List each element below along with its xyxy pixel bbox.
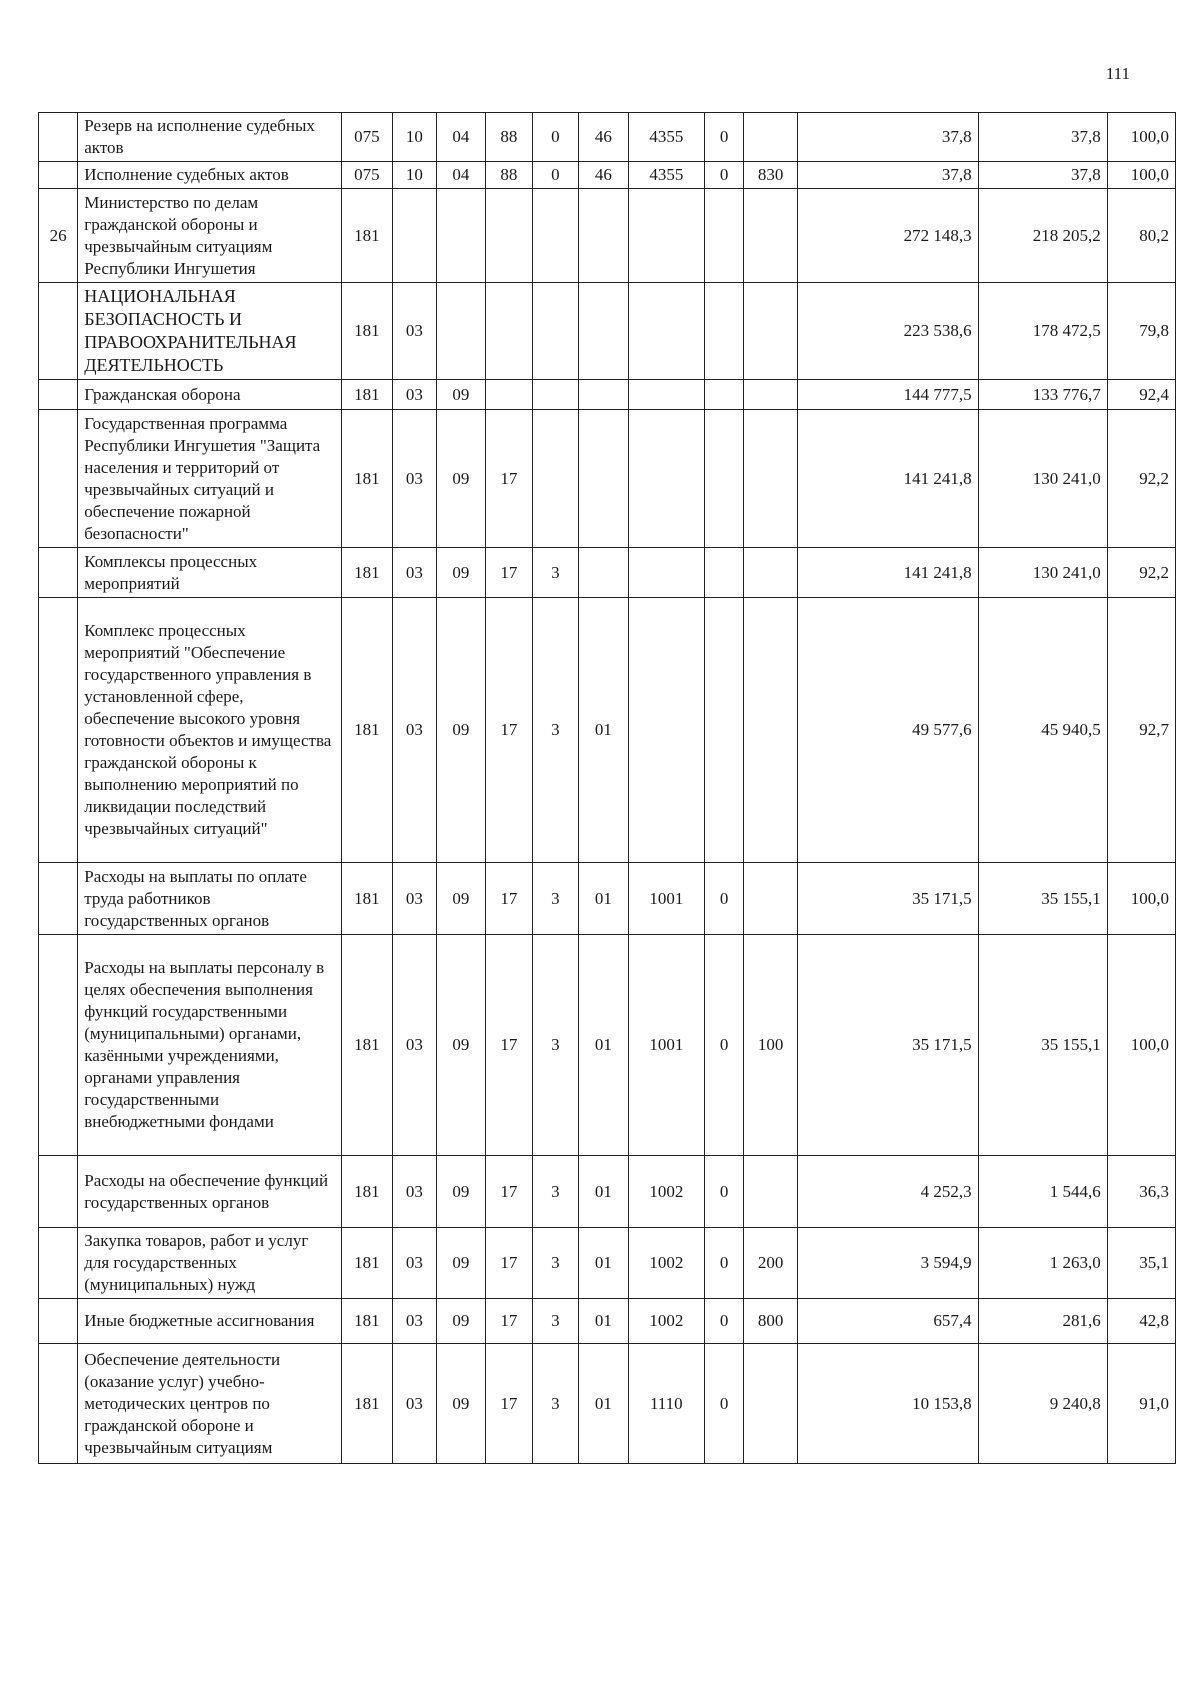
table-row — [39, 935, 1176, 1156]
execution-percent-cell: 92,4 — [1107, 380, 1175, 410]
item-name-cell: Расходы на выплаты по оплате труда работников государственных органов — [78, 863, 341, 935]
subdirection-code-cell — [705, 548, 744, 598]
subprogram-code-cell: 3 — [532, 1228, 578, 1299]
row-number-cell — [39, 1228, 78, 1299]
subdirection-code-cell — [705, 410, 744, 548]
subsection-code-cell — [436, 189, 486, 283]
planned-amount-cell: 49 577,6 — [797, 598, 978, 863]
program-code-cell — [486, 283, 532, 380]
subprogram-code-cell: 3 — [532, 935, 578, 1156]
program-code-cell: 17 — [486, 548, 532, 598]
planned-amount-cell: 144 777,5 — [797, 380, 978, 410]
execution-percent-cell: 92,7 — [1107, 598, 1175, 863]
subprogram-code-cell: 3 — [532, 548, 578, 598]
administrator-code-cell: 181 — [341, 1156, 393, 1228]
section-code-cell — [393, 189, 436, 283]
item-name-cell: Исполнение судебных актов — [78, 162, 341, 189]
item-name-cell: Государственная программа Республики Ингушетия "Защита населения и территорий от чрезвычайных ситуаций и обеспечение пожарной безопасности" — [78, 410, 341, 548]
execution-percent-cell: 100,0 — [1107, 863, 1175, 935]
row-number-cell — [39, 162, 78, 189]
expense-type-code-cell: 800 — [744, 1299, 798, 1344]
administrator-code-cell: 181 — [341, 410, 393, 548]
section-code-cell: 03 — [393, 283, 436, 380]
subprogram-code-cell: 3 — [532, 1344, 578, 1464]
direction-code-cell: 1001 — [628, 863, 704, 935]
row-number-cell — [39, 935, 78, 1156]
direction-code-cell: 1002 — [628, 1299, 704, 1344]
direction-code-cell — [628, 548, 704, 598]
program-code-cell: 17 — [486, 863, 532, 935]
row-number-cell — [39, 113, 78, 162]
planned-amount-cell: 223 538,6 — [797, 283, 978, 380]
expense-type-code-cell — [744, 410, 798, 548]
subdirection-code-cell: 0 — [705, 935, 744, 1156]
subdirection-code-cell — [705, 380, 744, 410]
subsection-code-cell: 09 — [436, 410, 486, 548]
subdirection-code-cell: 0 — [705, 162, 744, 189]
section-code-cell: 03 — [393, 380, 436, 410]
row-number-cell — [39, 283, 78, 380]
planned-amount-cell: 141 241,8 — [797, 410, 978, 548]
executed-amount-cell: 130 241,0 — [978, 548, 1107, 598]
subdirection-code-cell — [705, 189, 744, 283]
executed-amount-cell: 37,8 — [978, 113, 1107, 162]
subsection-code-cell — [436, 283, 486, 380]
subsection-code-cell: 09 — [436, 1156, 486, 1228]
administrator-code-cell: 075 — [341, 162, 393, 189]
expense-type-code-cell — [744, 380, 798, 410]
administrator-code-cell: 181 — [341, 863, 393, 935]
section-code-cell: 03 — [393, 598, 436, 863]
administrator-code-cell: 181 — [341, 283, 393, 380]
item-name-cell: Закупка товаров, работ и услуг для государственных (муниципальных) нужд — [78, 1228, 341, 1299]
subdirection-code-cell — [705, 598, 744, 863]
complex-code-cell — [579, 410, 629, 548]
item-name-cell: Министерство по делам гражданской обороны и чрезвычайным ситуациям Республики Ингушетия — [78, 189, 341, 283]
planned-amount-cell: 10 153,8 — [797, 1344, 978, 1464]
administrator-code-cell: 075 — [341, 113, 393, 162]
section-code-cell: 03 — [393, 1228, 436, 1299]
complex-code-cell — [579, 283, 629, 380]
table-row — [39, 162, 1176, 189]
table-row — [39, 113, 1176, 162]
complex-code-cell: 01 — [579, 935, 629, 1156]
executed-amount-cell: 218 205,2 — [978, 189, 1107, 283]
execution-percent-cell: 91,0 — [1107, 1344, 1175, 1464]
subsection-code-cell: 09 — [436, 1228, 486, 1299]
complex-code-cell: 01 — [579, 598, 629, 863]
table-row — [39, 1156, 1176, 1228]
item-name-cell: Гражданская оборона — [78, 380, 341, 410]
execution-percent-cell: 79,8 — [1107, 283, 1175, 380]
expense-type-code-cell — [744, 598, 798, 863]
execution-percent-cell: 80,2 — [1107, 189, 1175, 283]
planned-amount-cell: 657,4 — [797, 1299, 978, 1344]
direction-code-cell: 1002 — [628, 1156, 704, 1228]
subdirection-code-cell: 0 — [705, 113, 744, 162]
complex-code-cell: 01 — [579, 1299, 629, 1344]
row-number-cell — [39, 548, 78, 598]
table-row — [39, 598, 1176, 863]
row-number-cell — [39, 380, 78, 410]
subsection-code-cell: 09 — [436, 1344, 486, 1464]
administrator-code-cell: 181 — [341, 1344, 393, 1464]
table-row — [39, 548, 1176, 598]
direction-code-cell — [628, 410, 704, 548]
program-code-cell: 88 — [486, 113, 532, 162]
administrator-code-cell: 181 — [341, 189, 393, 283]
program-code-cell: 17 — [486, 1156, 532, 1228]
subsection-code-cell: 09 — [436, 863, 486, 935]
direction-code-cell — [628, 598, 704, 863]
program-code-cell: 88 — [486, 162, 532, 189]
section-code-cell: 03 — [393, 1156, 436, 1228]
section-code-cell: 03 — [393, 1344, 436, 1464]
section-code-cell: 03 — [393, 410, 436, 548]
execution-percent-cell: 35,1 — [1107, 1228, 1175, 1299]
executed-amount-cell: 133 776,7 — [978, 380, 1107, 410]
subprogram-code-cell — [532, 380, 578, 410]
administrator-code-cell: 181 — [341, 548, 393, 598]
executed-amount-cell: 1 544,6 — [978, 1156, 1107, 1228]
direction-code-cell: 1110 — [628, 1344, 704, 1464]
planned-amount-cell: 35 171,5 — [797, 863, 978, 935]
item-name-cell: Резерв на исполнение судебных актов — [78, 113, 341, 162]
subprogram-code-cell: 3 — [532, 863, 578, 935]
item-name-cell: Расходы на выплаты персоналу в целях обеспечения выполнения функций государственными (муниципальными) органами, казёнными учреждениями, органами управления государственными внебюджетными фондами — [78, 935, 341, 1156]
direction-code-cell — [628, 189, 704, 283]
item-name-cell: Иные бюджетные ассигнования — [78, 1299, 341, 1344]
expense-type-code-cell: 100 — [744, 935, 798, 1156]
subsection-code-cell: 04 — [436, 113, 486, 162]
executed-amount-cell: 37,8 — [978, 162, 1107, 189]
administrator-code-cell: 181 — [341, 598, 393, 863]
expense-type-code-cell — [744, 1156, 798, 1228]
table-row — [39, 189, 1176, 283]
subdirection-code-cell: 0 — [705, 1299, 744, 1344]
complex-code-cell — [579, 548, 629, 598]
planned-amount-cell: 272 148,3 — [797, 189, 978, 283]
item-name-cell: Обеспечение деятельности (оказание услуг) учебно-методических центров по гражданской обороне и чрезвычайным ситуациям — [78, 1344, 341, 1464]
direction-code-cell: 1001 — [628, 935, 704, 1156]
section-code-cell: 10 — [393, 113, 436, 162]
complex-code-cell: 01 — [579, 863, 629, 935]
planned-amount-cell: 35 171,5 — [797, 935, 978, 1156]
subprogram-code-cell — [532, 283, 578, 380]
executed-amount-cell: 178 472,5 — [978, 283, 1107, 380]
execution-percent-cell: 36,3 — [1107, 1156, 1175, 1228]
complex-code-cell: 01 — [579, 1228, 629, 1299]
expense-type-code-cell — [744, 863, 798, 935]
row-number-cell: 26 — [39, 189, 78, 283]
subsection-code-cell: 09 — [436, 548, 486, 598]
direction-code-cell — [628, 283, 704, 380]
complex-code-cell: 01 — [579, 1344, 629, 1464]
subsection-code-cell: 09 — [436, 598, 486, 863]
subprogram-code-cell — [532, 410, 578, 548]
executed-amount-cell: 9 240,8 — [978, 1344, 1107, 1464]
subdirection-code-cell: 0 — [705, 1228, 744, 1299]
program-code-cell: 17 — [486, 1344, 532, 1464]
subprogram-code-cell: 0 — [532, 113, 578, 162]
complex-code-cell: 46 — [579, 113, 629, 162]
direction-code-cell: 4355 — [628, 113, 704, 162]
subsection-code-cell: 09 — [436, 1299, 486, 1344]
program-code-cell — [486, 380, 532, 410]
complex-code-cell: 46 — [579, 162, 629, 189]
section-code-cell: 03 — [393, 548, 436, 598]
subdirection-code-cell: 0 — [705, 1344, 744, 1464]
expense-type-code-cell: 200 — [744, 1228, 798, 1299]
administrator-code-cell: 181 — [341, 380, 393, 410]
item-name-cell: Расходы на обеспечение функций государственных органов — [78, 1156, 341, 1228]
program-code-cell — [486, 189, 532, 283]
executed-amount-cell: 130 241,0 — [978, 410, 1107, 548]
planned-amount-cell: 37,8 — [797, 162, 978, 189]
program-code-cell: 17 — [486, 1228, 532, 1299]
subsection-code-cell: 09 — [436, 935, 486, 1156]
section-code-cell: 03 — [393, 863, 436, 935]
table-row — [39, 410, 1176, 548]
expense-type-code-cell — [744, 113, 798, 162]
complex-code-cell — [579, 380, 629, 410]
executed-amount-cell: 1 263,0 — [978, 1228, 1107, 1299]
section-code-cell: 03 — [393, 935, 436, 1156]
planned-amount-cell: 3 594,9 — [797, 1228, 978, 1299]
administrator-code-cell: 181 — [341, 1228, 393, 1299]
subprogram-code-cell — [532, 189, 578, 283]
administrator-code-cell: 181 — [341, 1299, 393, 1344]
complex-code-cell: 01 — [579, 1156, 629, 1228]
table-row — [39, 380, 1176, 410]
expense-type-code-cell: 830 — [744, 162, 798, 189]
section-code-cell: 03 — [393, 1299, 436, 1344]
executed-amount-cell: 281,6 — [978, 1299, 1107, 1344]
subprogram-code-cell: 0 — [532, 162, 578, 189]
subdirection-code-cell: 0 — [705, 1156, 744, 1228]
expense-type-code-cell — [744, 189, 798, 283]
direction-code-cell — [628, 380, 704, 410]
subsection-code-cell: 09 — [436, 380, 486, 410]
expense-type-code-cell — [744, 1344, 798, 1464]
row-number-cell — [39, 1344, 78, 1464]
direction-code-cell: 4355 — [628, 162, 704, 189]
subdirection-code-cell — [705, 283, 744, 380]
executed-amount-cell: 35 155,1 — [978, 935, 1107, 1156]
planned-amount-cell: 37,8 — [797, 113, 978, 162]
page-number: 111 — [1105, 64, 1130, 83]
subdirection-code-cell: 0 — [705, 863, 744, 935]
item-name-cell: НАЦИОНАЛЬНАЯ БЕЗОПАСНОСТЬ И ПРАВООХРАНИТЕЛЬНАЯ ДЕЯТЕЛЬНОСТЬ — [78, 283, 341, 380]
program-code-cell: 17 — [486, 598, 532, 863]
section-code-cell: 10 — [393, 162, 436, 189]
executed-amount-cell: 45 940,5 — [978, 598, 1107, 863]
budget-table — [38, 112, 1176, 1464]
subprogram-code-cell: 3 — [532, 1156, 578, 1228]
table-row — [39, 1344, 1176, 1464]
item-name-cell: Комплексы процессных мероприятий — [78, 548, 341, 598]
item-name-cell: Комплекс процессных мероприятий "Обеспечение государственного управления в установленной сфере, обеспечение высокого уровня готовности объектов и имущества гражданской обороны к выполнению мероприятий по ликвидации последствий чрезвычайных ситуаций" — [78, 598, 341, 863]
program-code-cell: 17 — [486, 1299, 532, 1344]
executed-amount-cell: 35 155,1 — [978, 863, 1107, 935]
table-row — [39, 1299, 1176, 1344]
execution-percent-cell: 100,0 — [1107, 113, 1175, 162]
expense-type-code-cell — [744, 283, 798, 380]
subprogram-code-cell: 3 — [532, 1299, 578, 1344]
planned-amount-cell: 141 241,8 — [797, 548, 978, 598]
table-row — [39, 863, 1176, 935]
subsection-code-cell: 04 — [436, 162, 486, 189]
administrator-code-cell: 181 — [341, 935, 393, 1156]
subprogram-code-cell: 3 — [532, 598, 578, 863]
program-code-cell: 17 — [486, 410, 532, 548]
planned-amount-cell: 4 252,3 — [797, 1156, 978, 1228]
row-number-cell — [39, 598, 78, 863]
execution-percent-cell: 100,0 — [1107, 935, 1175, 1156]
complex-code-cell — [579, 189, 629, 283]
row-number-cell — [39, 1299, 78, 1344]
table-row — [39, 1228, 1176, 1299]
row-number-cell — [39, 863, 78, 935]
table-row — [39, 283, 1176, 380]
execution-percent-cell: 100,0 — [1107, 162, 1175, 189]
direction-code-cell: 1002 — [628, 1228, 704, 1299]
execution-percent-cell: 42,8 — [1107, 1299, 1175, 1344]
execution-percent-cell: 92,2 — [1107, 410, 1175, 548]
program-code-cell: 17 — [486, 935, 532, 1156]
execution-percent-cell: 92,2 — [1107, 548, 1175, 598]
row-number-cell — [39, 1156, 78, 1228]
row-number-cell — [39, 410, 78, 548]
expense-type-code-cell — [744, 548, 798, 598]
